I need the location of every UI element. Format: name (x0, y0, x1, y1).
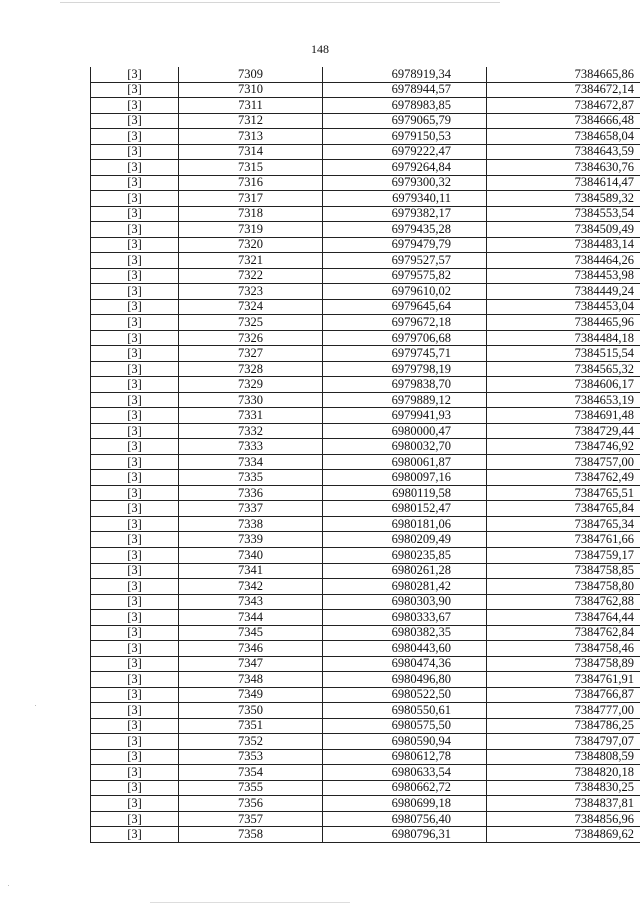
x-coordinate-cell: 6980097,16 (323, 470, 487, 486)
table-row (91, 501, 640, 517)
table-row (91, 206, 640, 222)
x-coordinate-cell: 6979382,17 (323, 206, 487, 222)
y-coordinate-cell: 7384666,48 (487, 113, 640, 129)
point-number-cell: 7353 (179, 749, 323, 765)
y-coordinate-cell: 7384757,00 (487, 454, 640, 470)
x-coordinate-cell: 6980333,67 (323, 610, 487, 626)
y-coordinate-cell: 7384761,66 (487, 532, 640, 548)
reference-cell: [3] (91, 827, 179, 843)
table-row (91, 516, 640, 532)
table-row (91, 687, 640, 703)
point-number-cell: 7313 (179, 129, 323, 145)
table-row (91, 330, 640, 346)
x-coordinate-cell: 6980032,70 (323, 439, 487, 455)
reference-cell: [3] (91, 67, 179, 82)
y-coordinate-cell: 7384797,07 (487, 734, 640, 750)
table-row (91, 625, 640, 641)
reference-cell: [3] (91, 315, 179, 331)
point-number-cell: 7332 (179, 423, 323, 439)
y-coordinate-cell: 7384672,87 (487, 98, 640, 114)
point-number-cell: 7328 (179, 361, 323, 377)
y-coordinate-cell: 7384589,32 (487, 191, 640, 207)
y-coordinate-cell: 7384453,98 (487, 268, 640, 284)
point-number-cell: 7314 (179, 144, 323, 160)
point-number-cell: 7317 (179, 191, 323, 207)
table-row (91, 749, 640, 765)
point-number-cell: 7354 (179, 765, 323, 781)
y-coordinate-cell: 7384808,59 (487, 749, 640, 765)
reference-cell: [3] (91, 82, 179, 98)
point-number-cell: 7344 (179, 610, 323, 626)
reference-cell: [3] (91, 439, 179, 455)
table-row (91, 579, 640, 595)
y-coordinate-cell: 7384765,34 (487, 516, 640, 532)
reference-cell: [3] (91, 160, 179, 176)
y-coordinate-cell: 7384653,19 (487, 392, 640, 408)
y-coordinate-cell: 7384758,80 (487, 579, 640, 595)
reference-cell: [3] (91, 206, 179, 222)
y-coordinate-cell: 7384614,47 (487, 175, 640, 191)
x-coordinate-cell: 6980181,06 (323, 516, 487, 532)
coordinates-table-body (91, 67, 640, 842)
y-coordinate-cell: 7384761,91 (487, 672, 640, 688)
x-coordinate-cell: 6980152,47 (323, 501, 487, 517)
table-row (91, 470, 640, 486)
x-coordinate-cell: 6979610,02 (323, 284, 487, 300)
y-coordinate-cell: 7384837,81 (487, 796, 640, 812)
reference-cell: [3] (91, 470, 179, 486)
x-coordinate-cell: 6979222,47 (323, 144, 487, 160)
y-coordinate-cell: 7384820,18 (487, 765, 640, 781)
point-number-cell: 7327 (179, 346, 323, 362)
x-coordinate-cell: 6980796,31 (323, 827, 487, 843)
point-number-cell: 7334 (179, 454, 323, 470)
table-row (91, 144, 640, 160)
point-number-cell: 7309 (179, 67, 323, 82)
point-number-cell: 7315 (179, 160, 323, 176)
table-row (91, 563, 640, 579)
scan-edge-top (60, 2, 500, 3)
x-coordinate-cell: 6978983,85 (323, 98, 487, 114)
table-row (91, 656, 640, 672)
table-row (91, 796, 640, 812)
y-coordinate-cell: 7384483,14 (487, 237, 640, 253)
reference-cell: [3] (91, 656, 179, 672)
point-number-cell: 7316 (179, 175, 323, 191)
y-coordinate-cell: 7384758,85 (487, 563, 640, 579)
reference-cell: [3] (91, 749, 179, 765)
x-coordinate-cell: 6979889,12 (323, 392, 487, 408)
point-number-cell: 7355 (179, 780, 323, 796)
point-number-cell: 7346 (179, 641, 323, 657)
x-coordinate-cell: 6980496,80 (323, 672, 487, 688)
reference-cell: [3] (91, 485, 179, 501)
point-number-cell: 7349 (179, 687, 323, 703)
table-row (91, 532, 640, 548)
reference-cell: [3] (91, 98, 179, 114)
x-coordinate-cell: 6979300,32 (323, 175, 487, 191)
y-coordinate-cell: 7384672,14 (487, 82, 640, 98)
table-row (91, 439, 640, 455)
x-coordinate-cell: 6978919,34 (323, 67, 487, 82)
scan-speck (8, 885, 9, 886)
y-coordinate-cell: 7384764,44 (487, 610, 640, 626)
reference-cell: [3] (91, 113, 179, 129)
y-coordinate-cell: 7384762,88 (487, 594, 640, 610)
point-number-cell: 7352 (179, 734, 323, 750)
x-coordinate-cell: 6979706,68 (323, 330, 487, 346)
y-coordinate-cell: 7384777,00 (487, 703, 640, 719)
point-number-cell: 7329 (179, 377, 323, 393)
scan-speck (35, 705, 36, 706)
table-row (91, 641, 640, 657)
reference-cell: [3] (91, 253, 179, 269)
reference-cell: [3] (91, 703, 179, 719)
point-number-cell: 7345 (179, 625, 323, 641)
reference-cell: [3] (91, 144, 179, 160)
table-row (91, 222, 640, 238)
point-number-cell: 7321 (179, 253, 323, 269)
table-row (91, 346, 640, 362)
table-row (91, 67, 640, 82)
y-coordinate-cell: 7384746,92 (487, 439, 640, 455)
x-coordinate-cell: 6979575,82 (323, 268, 487, 284)
x-coordinate-cell: 6978944,57 (323, 82, 487, 98)
reference-cell: [3] (91, 734, 179, 750)
x-coordinate-cell: 6979065,79 (323, 113, 487, 129)
table-row (91, 718, 640, 734)
reference-cell: [3] (91, 579, 179, 595)
point-number-cell: 7339 (179, 532, 323, 548)
x-coordinate-cell: 6979745,71 (323, 346, 487, 362)
y-coordinate-cell: 7384658,04 (487, 129, 640, 145)
point-number-cell: 7336 (179, 485, 323, 501)
reference-cell: [3] (91, 687, 179, 703)
coordinates-table (90, 67, 640, 843)
table-row (91, 160, 640, 176)
x-coordinate-cell: 6979340,11 (323, 191, 487, 207)
y-coordinate-cell: 7384869,62 (487, 827, 640, 843)
point-number-cell: 7351 (179, 718, 323, 734)
point-number-cell: 7325 (179, 315, 323, 331)
y-coordinate-cell: 7384762,84 (487, 625, 640, 641)
x-coordinate-cell: 6980522,50 (323, 687, 487, 703)
point-number-cell: 7320 (179, 237, 323, 253)
reference-cell: [3] (91, 594, 179, 610)
reference-cell: [3] (91, 454, 179, 470)
y-coordinate-cell: 7384759,17 (487, 547, 640, 563)
point-number-cell: 7335 (179, 470, 323, 486)
table-row (91, 811, 640, 827)
table-row (91, 377, 640, 393)
x-coordinate-cell: 6980261,28 (323, 563, 487, 579)
point-number-cell: 7337 (179, 501, 323, 517)
reference-cell: [3] (91, 222, 179, 238)
table-row (91, 408, 640, 424)
x-coordinate-cell: 6980474,36 (323, 656, 487, 672)
x-coordinate-cell: 6980575,50 (323, 718, 487, 734)
y-coordinate-cell: 7384606,17 (487, 377, 640, 393)
y-coordinate-cell: 7384762,49 (487, 470, 640, 486)
table-row (91, 485, 640, 501)
reference-cell: [3] (91, 284, 179, 300)
table-row (91, 672, 640, 688)
point-number-cell: 7343 (179, 594, 323, 610)
reference-cell: [3] (91, 175, 179, 191)
y-coordinate-cell: 7384766,87 (487, 687, 640, 703)
x-coordinate-cell: 6979527,57 (323, 253, 487, 269)
reference-cell: [3] (91, 765, 179, 781)
table-row (91, 780, 640, 796)
x-coordinate-cell: 6980756,40 (323, 811, 487, 827)
reference-cell: [3] (91, 377, 179, 393)
y-coordinate-cell: 7384464,26 (487, 253, 640, 269)
y-coordinate-cell: 7384484,18 (487, 330, 640, 346)
table-row (91, 594, 640, 610)
y-coordinate-cell: 7384565,32 (487, 361, 640, 377)
table-row (91, 610, 640, 626)
point-number-cell: 7350 (179, 703, 323, 719)
point-number-cell: 7311 (179, 98, 323, 114)
table-row (91, 547, 640, 563)
reference-cell: [3] (91, 408, 179, 424)
point-number-cell: 7358 (179, 827, 323, 843)
x-coordinate-cell: 6980235,85 (323, 547, 487, 563)
reference-cell: [3] (91, 796, 179, 812)
y-coordinate-cell: 7384765,84 (487, 501, 640, 517)
x-coordinate-cell: 6980443,60 (323, 641, 487, 657)
table-row (91, 827, 640, 843)
reference-cell: [3] (91, 268, 179, 284)
reference-cell: [3] (91, 532, 179, 548)
x-coordinate-cell: 6979645,64 (323, 299, 487, 315)
x-coordinate-cell: 6979479,79 (323, 237, 487, 253)
x-coordinate-cell: 6980000,47 (323, 423, 487, 439)
y-coordinate-cell: 7384509,49 (487, 222, 640, 238)
point-number-cell: 7348 (179, 672, 323, 688)
y-coordinate-cell: 7384765,51 (487, 485, 640, 501)
table-row (91, 237, 640, 253)
y-coordinate-cell: 7384465,96 (487, 315, 640, 331)
x-coordinate-cell: 6980303,90 (323, 594, 487, 610)
reference-cell: [3] (91, 346, 179, 362)
table-row (91, 315, 640, 331)
x-coordinate-cell: 6980550,61 (323, 703, 487, 719)
point-number-cell: 7342 (179, 579, 323, 595)
x-coordinate-cell: 6980612,78 (323, 749, 487, 765)
point-number-cell: 7323 (179, 284, 323, 300)
x-coordinate-cell: 6979838,70 (323, 377, 487, 393)
reference-cell: [3] (91, 547, 179, 563)
x-coordinate-cell: 6980119,58 (323, 485, 487, 501)
y-coordinate-cell: 7384665,86 (487, 67, 640, 82)
table-row (91, 129, 640, 145)
reference-cell: [3] (91, 299, 179, 315)
x-coordinate-cell: 6980699,18 (323, 796, 487, 812)
reference-cell: [3] (91, 718, 179, 734)
x-coordinate-cell: 6980633,54 (323, 765, 487, 781)
y-coordinate-cell: 7384729,44 (487, 423, 640, 439)
table-row (91, 734, 640, 750)
table-row (91, 284, 640, 300)
reference-cell: [3] (91, 811, 179, 827)
table-row (91, 175, 640, 191)
table-row (91, 268, 640, 284)
x-coordinate-cell: 6979264,84 (323, 160, 487, 176)
x-coordinate-cell: 6979672,18 (323, 315, 487, 331)
x-coordinate-cell: 6979150,53 (323, 129, 487, 145)
point-number-cell: 7318 (179, 206, 323, 222)
point-number-cell: 7319 (179, 222, 323, 238)
table-row (91, 299, 640, 315)
reference-cell: [3] (91, 641, 179, 657)
x-coordinate-cell: 6980061,87 (323, 454, 487, 470)
reference-cell: [3] (91, 501, 179, 517)
reference-cell: [3] (91, 237, 179, 253)
point-number-cell: 7338 (179, 516, 323, 532)
reference-cell: [3] (91, 625, 179, 641)
point-number-cell: 7322 (179, 268, 323, 284)
y-coordinate-cell: 7384786,25 (487, 718, 640, 734)
y-coordinate-cell: 7384630,76 (487, 160, 640, 176)
y-coordinate-cell: 7384453,04 (487, 299, 640, 315)
page-number: 148 (311, 42, 329, 56)
x-coordinate-cell: 6979435,28 (323, 222, 487, 238)
reference-cell: [3] (91, 610, 179, 626)
point-number-cell: 7357 (179, 811, 323, 827)
x-coordinate-cell: 6980281,42 (323, 579, 487, 595)
y-coordinate-cell: 7384856,96 (487, 811, 640, 827)
point-number-cell: 7340 (179, 547, 323, 563)
point-number-cell: 7356 (179, 796, 323, 812)
y-coordinate-cell: 7384691,48 (487, 408, 640, 424)
y-coordinate-cell: 7384758,46 (487, 641, 640, 657)
y-coordinate-cell: 7384758,89 (487, 656, 640, 672)
x-coordinate-cell: 6979798,19 (323, 361, 487, 377)
point-number-cell: 7341 (179, 563, 323, 579)
reference-cell: [3] (91, 672, 179, 688)
x-coordinate-cell: 6979941,93 (323, 408, 487, 424)
point-number-cell: 7330 (179, 392, 323, 408)
table-row (91, 423, 640, 439)
reference-cell: [3] (91, 191, 179, 207)
reference-cell: [3] (91, 563, 179, 579)
reference-cell: [3] (91, 129, 179, 145)
reference-cell: [3] (91, 516, 179, 532)
table-row (91, 253, 640, 269)
reference-cell: [3] (91, 780, 179, 796)
table-row (91, 454, 640, 470)
table-row (91, 361, 640, 377)
y-coordinate-cell: 7384643,59 (487, 144, 640, 160)
table-row (91, 392, 640, 408)
point-number-cell: 7326 (179, 330, 323, 346)
reference-cell: [3] (91, 392, 179, 408)
x-coordinate-cell: 6980209,49 (323, 532, 487, 548)
y-coordinate-cell: 7384830,25 (487, 780, 640, 796)
table-row (91, 82, 640, 98)
y-coordinate-cell: 7384449,24 (487, 284, 640, 300)
table-row (91, 703, 640, 719)
table-row (91, 191, 640, 207)
reference-cell: [3] (91, 361, 179, 377)
y-coordinate-cell: 7384553,54 (487, 206, 640, 222)
x-coordinate-cell: 6980590,94 (323, 734, 487, 750)
reference-cell: [3] (91, 330, 179, 346)
point-number-cell: 7331 (179, 408, 323, 424)
point-number-cell: 7347 (179, 656, 323, 672)
reference-cell: [3] (91, 423, 179, 439)
table-row (91, 765, 640, 781)
table-row (91, 113, 640, 129)
x-coordinate-cell: 6980382,35 (323, 625, 487, 641)
table-row (91, 98, 640, 114)
point-number-cell: 7333 (179, 439, 323, 455)
point-number-cell: 7324 (179, 299, 323, 315)
point-number-cell: 7312 (179, 113, 323, 129)
x-coordinate-cell: 6980662,72 (323, 780, 487, 796)
point-number-cell: 7310 (179, 82, 323, 98)
scan-edge-bottom (150, 902, 350, 903)
y-coordinate-cell: 7384515,54 (487, 346, 640, 362)
